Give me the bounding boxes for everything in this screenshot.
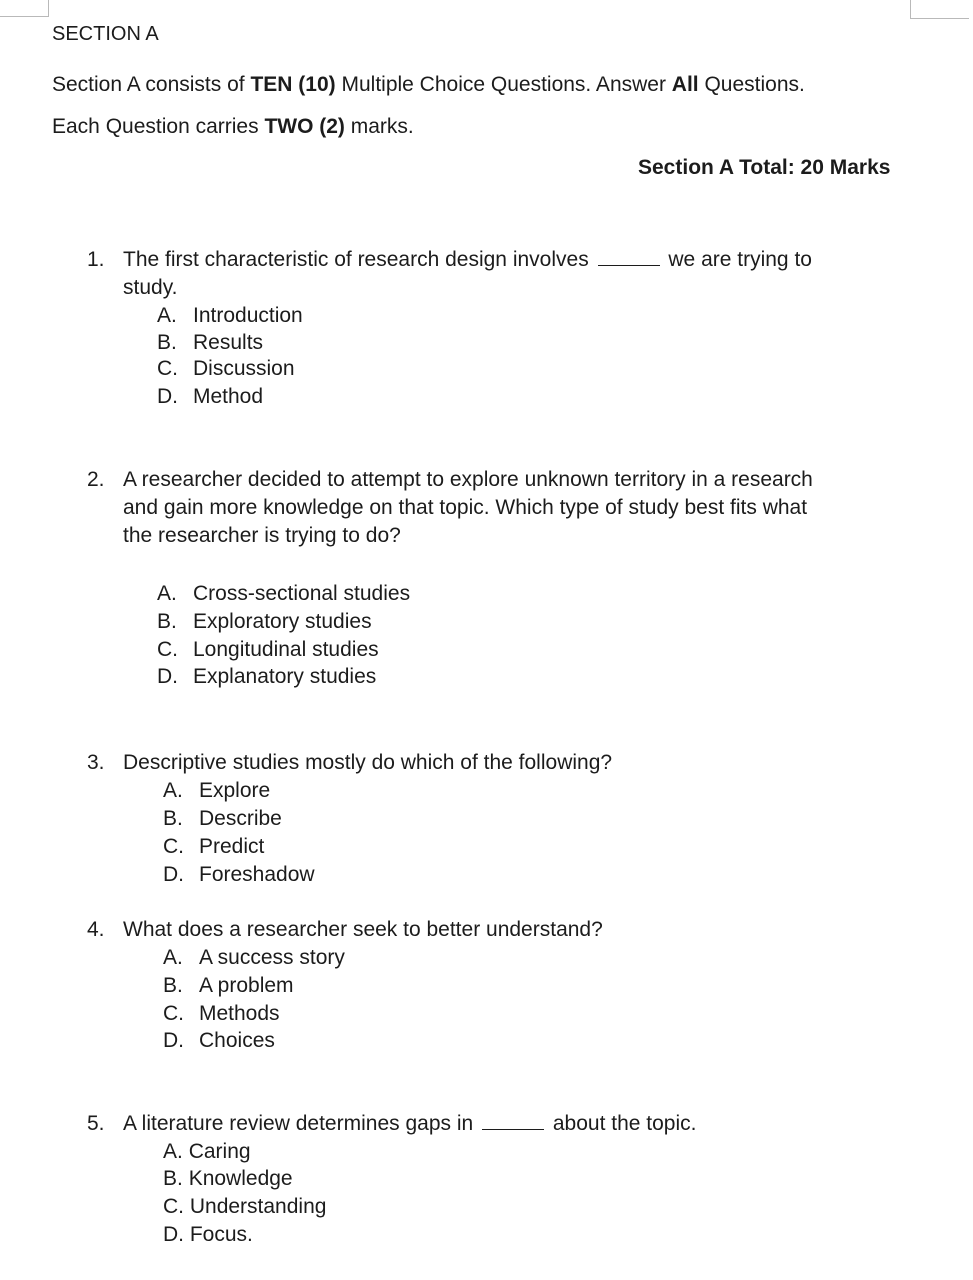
question-number: 3. — [87, 751, 105, 774]
question-number: 4. — [87, 918, 105, 941]
question-number: 5. — [87, 1112, 105, 1135]
answer-blank — [598, 247, 660, 266]
answer-blank — [482, 1111, 544, 1130]
section-total: Section A Total: 20 Marks — [638, 156, 891, 179]
option-text: Understanding — [189, 1195, 327, 1218]
question-text: about the topic. — [552, 1112, 697, 1135]
instructions-text: Each Question carries — [52, 115, 265, 138]
option-letter: C. — [163, 1195, 184, 1218]
option-letter: C. — [157, 357, 178, 380]
option-text: Method — [193, 385, 264, 408]
section-title: SECTION A — [52, 23, 159, 45]
option-letter: C. — [163, 1002, 184, 1025]
option-letter: A. — [163, 779, 183, 802]
crop-mark-top-left — [0, 0, 49, 17]
question-stem-line: the researcher is trying to do? — [123, 524, 401, 547]
option-text: Predict — [199, 835, 265, 858]
option-letter: D. — [163, 1029, 184, 1052]
option-text: Results — [193, 331, 264, 354]
instructions-text: Questions. — [698, 73, 805, 96]
option-letter: D. — [163, 863, 184, 886]
question-text: A literature review determines gaps in — [123, 1112, 474, 1135]
instructions-line-2 — [52, 113, 414, 141]
option-text: Focus. — [189, 1223, 253, 1246]
option-text: Foreshadow — [199, 863, 315, 886]
option-line — [163, 1165, 293, 1193]
option-letter: B. — [163, 1167, 183, 1190]
question-number: 1. — [87, 248, 105, 271]
option-letter: D. — [163, 1223, 184, 1246]
option-letter: B. — [157, 610, 177, 633]
instructions-emphasis: All — [671, 73, 699, 96]
instructions-line-1 — [52, 71, 805, 99]
option-text: Discussion — [193, 357, 295, 380]
option-letter: C. — [163, 835, 184, 858]
instructions-text: marks. — [344, 115, 414, 138]
option-line — [163, 1193, 326, 1221]
option-text: A problem — [199, 974, 294, 997]
question-text: The first characteristic of research design involves — [123, 248, 589, 271]
question-stem-line: and gain more knowledge on that topic. Which type of study best fits what — [123, 496, 808, 519]
option-text: Explore — [199, 779, 271, 802]
option-text: Caring — [188, 1140, 251, 1163]
option-letter: A. — [163, 946, 183, 969]
option-text: Longitudinal studies — [193, 638, 379, 661]
crop-mark-top-right — [910, 0, 969, 19]
option-letter: A. — [163, 1140, 183, 1163]
question-stem: Descriptive studies mostly do which of the following? — [123, 751, 613, 774]
option-letter: B. — [163, 807, 183, 830]
instructions-emphasis: TWO (2) — [264, 115, 345, 138]
question-text: we are trying to — [668, 248, 812, 271]
option-text: Knowledge — [188, 1167, 293, 1190]
question-stem — [123, 1110, 696, 1138]
option-letter: A. — [157, 582, 177, 605]
option-line — [163, 1221, 253, 1249]
option-letter: B. — [157, 331, 177, 354]
option-text: Cross-sectional studies — [193, 582, 411, 605]
option-line — [163, 1138, 251, 1166]
option-text: Exploratory studies — [193, 610, 372, 633]
question-stem-line: study. — [123, 276, 178, 299]
instructions-text: Multiple Choice Questions. Answer — [335, 73, 672, 96]
instructions-emphasis: TEN (10) — [250, 73, 336, 96]
question-stem: What does a researcher seek to better understand? — [123, 918, 603, 941]
question-stem-line: A researcher decided to attempt to explore unknown territory in a research — [123, 468, 813, 491]
option-letter: D. — [157, 385, 178, 408]
option-text: Methods — [199, 1002, 280, 1025]
option-text: Choices — [199, 1029, 275, 1052]
option-letter: C. — [157, 638, 178, 661]
option-letter: D. — [157, 665, 178, 688]
option-letter: B. — [163, 974, 183, 997]
question-number: 2. — [87, 468, 105, 491]
option-letter: A. — [157, 304, 177, 327]
instructions-text: Section A consists of — [52, 73, 251, 96]
question-stem — [123, 246, 812, 274]
option-text: Describe — [199, 807, 282, 830]
option-text: Introduction — [193, 304, 303, 327]
option-text: A success story — [199, 946, 345, 969]
option-text: Explanatory studies — [193, 665, 377, 688]
